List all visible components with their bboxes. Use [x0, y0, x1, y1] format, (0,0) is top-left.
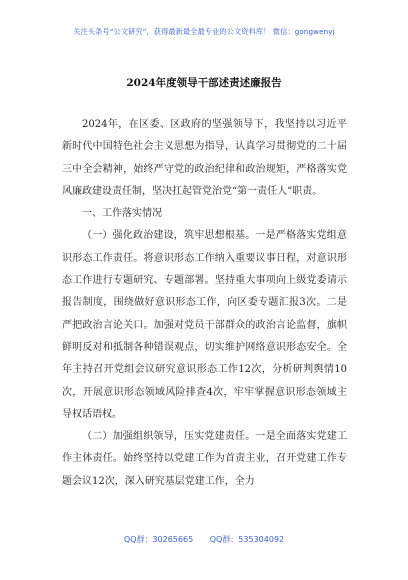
document-title: 2024年度领导干部述责述廉报告 [126, 77, 282, 89]
paragraph-political-building: （一）强化政治建设，筑牢思想根基。一是严格落实党组意识形态工作责任。将意识形态工作纳入重要议事日程，对意识形态工作进行专题研究、专题部署。坚持重大事项向上级党委请示报告制度，围绕做好意识形态工作，向区委专题汇报3次。二是严把政治言论关口。加强对党员干部群众的政治言论监督，旗帜鲜明反对和抵制各种错误观点，切实维护网络意识形态安全。全年主持召开党组会议研究意识形态工作12次，分析研判舆情10次，开展意识形态领域风险排查4次，牢牢掌握意识形态领域主导权话语权。 [62, 230, 347, 420]
paragraph-intro: 2024年，在区委、区政府的坚强领导下，我坚持以习近平新时代中国特色社会主义思想为指导，认真学习贯彻党的二十届三中全会精神，始终严守党的政治纪律和政治规矩，严格落实党风廉政建设责任制，坚决扛起管党治党“第一责任人”职责。 [62, 119, 347, 197]
document-body [62, 114, 347, 493]
footer-qq-group-2: QQ群：535304092 [209, 535, 285, 544]
header-banner: 关注头条号“公文研究”，获得最新最全最专业的公文资料库！ 微信：gongwenyj [73, 27, 335, 36]
section-heading: 一、工作落实情况 [82, 208, 162, 220]
footer-qq-group-1: QQ群：30265665 [123, 535, 194, 544]
footer-qq [0, 534, 408, 545]
paragraph-organization: （二）加强组织领导，压实党建责任。一是全面落实党建工作主体责任。始终坚持以党建工作为首责主业，召开党建工作专题会议12次，深入研究基层党建工作，全力 [62, 431, 347, 487]
